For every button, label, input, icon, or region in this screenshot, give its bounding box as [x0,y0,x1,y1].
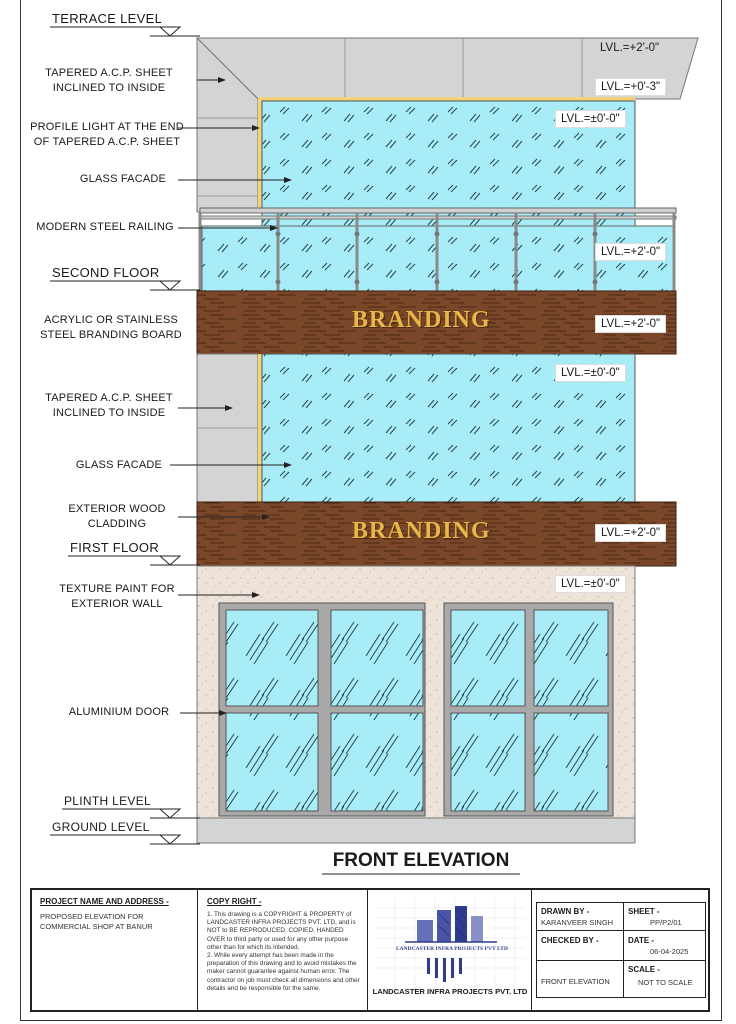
branding-text-upper: BRANDING [352,307,491,333]
level-tag-parapet-bottom: LVL.=+0'-3" [595,78,666,96]
copyright-text: 1. This drawing is a COPYRIGHT & PROPERTY of LANDCASTER INFRA PROJECTS PVT. LTD, and is NOT to BE REPRODUCED, COPIED, HANDED OVER to third party or used for any other purpose other than for which its intended. 2. While every attempt has been made in the preparation of this drawing and to avoid mistakes the maker cannot guarantee against human error. The contractor on job must check all dimensions and other details and be responsible for the same. [207,911,360,992]
first-floor-label: FIRST FLOOR [70,540,160,555]
plinth-band [197,818,635,843]
callout-steel-railing: MODERN STEEL RAILING [36,221,174,233]
callout-wood-cladding: EXTERIOR WOOD CLADDING [68,503,166,530]
aluminium-door-left [219,603,425,816]
callout-branding-board: ACRYLIC OR STAINLESS STEEL BRANDING BOARD [40,314,182,341]
sheet-value: PP/P2/01 [650,918,682,927]
date-value: 06-04-2025 [650,947,689,956]
sheet-name: FRONT ELEVATION [541,977,610,986]
level-tag-branding-mid: LVL.=+2'-0" [595,524,666,542]
aluminium-door-right [444,603,613,816]
plinth-level-label: PLINTH LEVEL [64,794,151,808]
level-tag-branding-top: LVL.=+2'-0" [595,315,666,333]
callout-tapered-acp-top: TAPERED A.C.P. SHEET INCLINED TO INSIDE [45,67,173,94]
project-value: PROPOSED ELEVATION FOR COMMERCIAL SHOP AT BANUR [40,912,153,931]
project-heading: PROJECT NAME AND ADDRESS - [40,897,169,906]
level-tag-parapet-top: LVL.=+2'-0" [600,42,660,54]
drawn-by-value: KARANVEER SINGH [541,918,614,927]
callout-profile-light: PROFILE LIGHT AT THE END OF TAPERED A.C.P. SHEET [30,121,184,148]
second-floor-label: SECOND FLOOR [52,265,160,280]
scale-label: SCALE - [628,965,660,974]
drawn-by-label: DRAWN BY - [541,907,590,916]
branding-text-lower: BRANDING [352,518,491,544]
date-label: DATE - [628,936,655,945]
callout-glass-facade-top: GLASS FACADE [79,173,167,185]
level-tag-ground-wall: LVL.=±0'-0" [555,575,626,593]
checked-by-label: CHECKED BY - [541,936,599,945]
scale-value: NOT TO SCALE [638,978,693,987]
company-logo [375,898,525,992]
drawing-title: FRONT ELEVATION [332,850,510,871]
company-name: LANDCASTER INFRA PROJECTS PVT. LTD [372,987,528,996]
callout-tapered-acp-mid: TAPERED A.C.P. SHEET INCLINED TO INSIDE [45,392,173,419]
copyright-heading: COPY RIGHT - [207,897,262,906]
logo-text: LANDCASTER INFRA PROJECTS PVT LTD [395,946,509,952]
terrace-level-label: TERRACE LEVEL [52,11,163,26]
level-tag-glass-mid: LVL.=±0'-0" [555,364,626,382]
ground-level-label: GROUND LEVEL [52,820,150,834]
level-tag-railing: LVL.=+2'-0" [595,243,666,261]
callout-aluminium-door: ALUMINIUM DOOR [68,706,170,718]
callout-glass-facade-mid: GLASS FACADE [75,459,163,471]
sheet-label: SHEET - [628,907,660,916]
callout-texture-paint: TEXTURE PAINT FOR EXTERIOR WALL [59,583,175,610]
level-tag-glass-top: LVL.=±0'-0" [555,110,626,128]
